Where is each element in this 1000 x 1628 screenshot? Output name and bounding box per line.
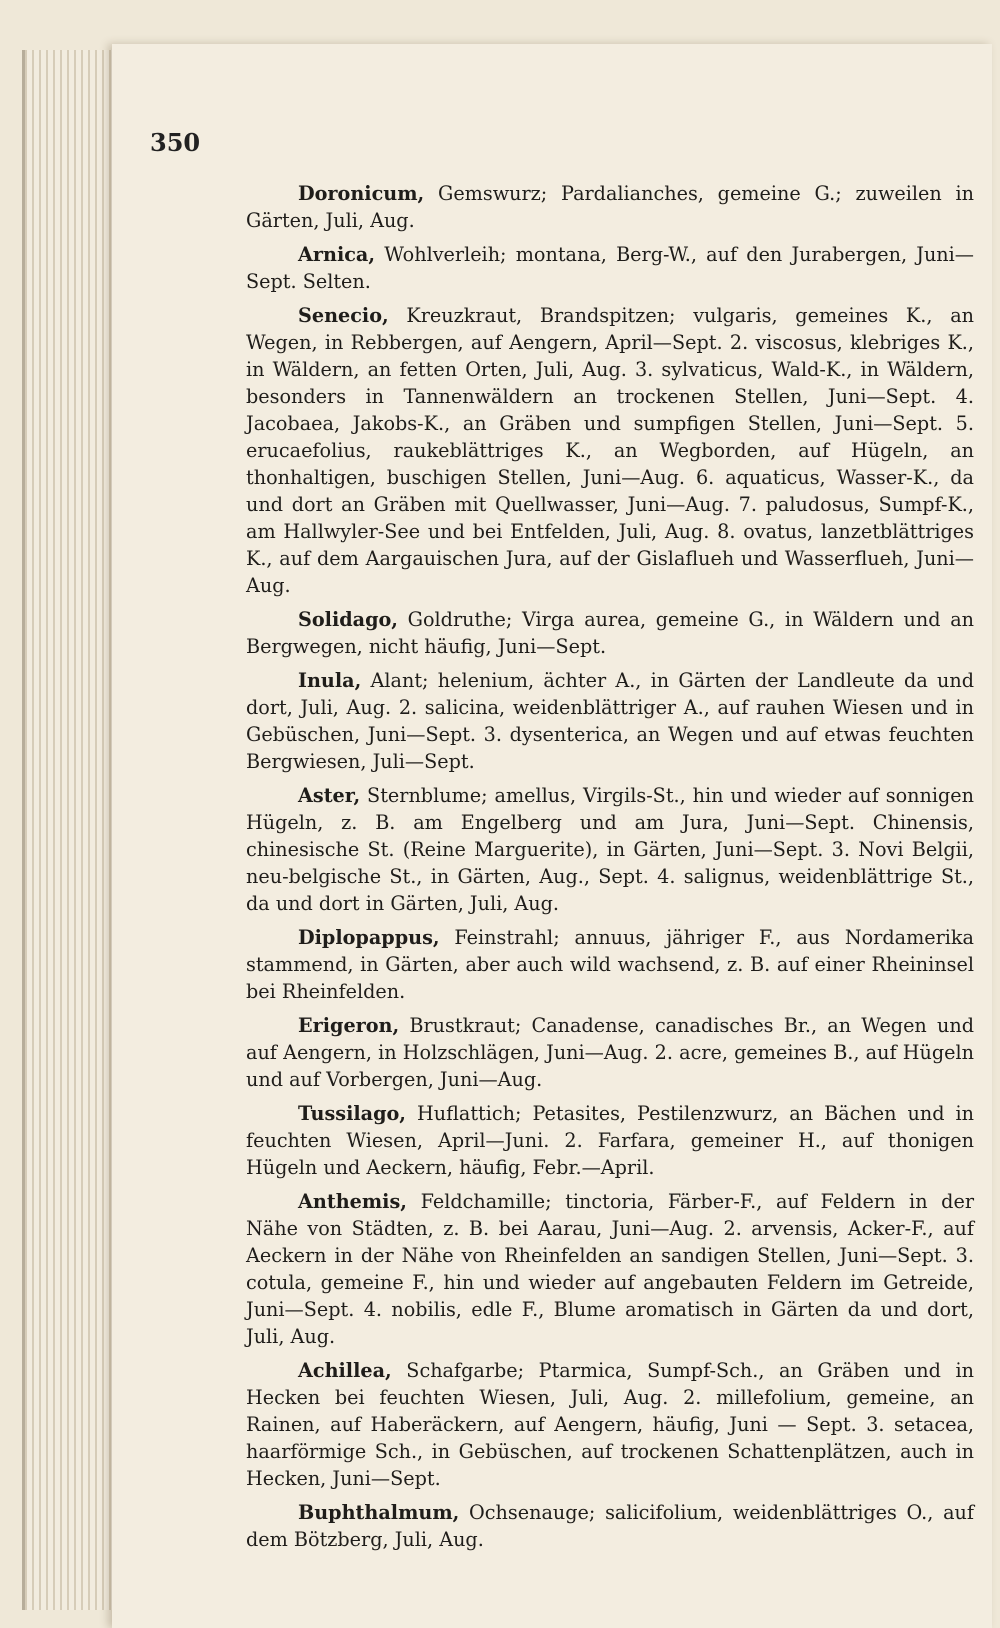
entry-text: Ochsenauge; salicifolium, weidenblättriges O., auf dem Bötzberg, Juli, Aug. [246, 1501, 974, 1551]
entry-tussilago [246, 1100, 974, 1181]
genus-name: Arnica, [298, 243, 376, 266]
entry-text: Alant; helenium, ächter A., in Gärten der Landleute da und dort, Juli, Aug. 2. salicina, weidenblättriger A., auf rauhen Wiesen und in Gebüschen, Juni—Sept. 3. dysenterica, an Wegen und auf etwas feuchten Bergwiesen, Juli—Sept. [246, 669, 974, 773]
entry-inula [246, 667, 974, 775]
entry-solidago [246, 606, 974, 660]
genus-name: Solidago, [298, 608, 398, 631]
genus-name: Senecio, [298, 304, 389, 327]
entry-text: Feldchamille; tinctoria, Färber-F., auf Feldern in der Nähe von Städten, z. B. bei Aarau, Juni—Aug. 2. arvensis, Acker-F., auf Aeckern in der Nähe von Rheinfelden an sandigen Stellen, Juni—Sept. 3. cotula, gemeine F., hin und wieder auf angebauten Feldern im Getreide, Juni—Sept. 4. nobilis, edle F., Blume aromatisch in Gärten da und dort, Juli, Aug. [246, 1190, 974, 1348]
genus-name: Diplopappus, [298, 926, 440, 949]
entry-doronicum [246, 180, 974, 234]
entry-aster [246, 782, 974, 917]
entry-anthemis [246, 1188, 974, 1350]
entry-diplopappus [246, 924, 974, 1005]
entry-text: Huflattich; Petasites, Pestilenzwurz, an Bächen und in feuchten Wiesen, April—Juni. 2. Farfara, gemeiner H., auf thonigen Hügeln und Aeckern, häufig, Febr.—April. [246, 1102, 974, 1179]
genus-name: Aster, [298, 784, 361, 807]
entry-senecio [246, 302, 974, 599]
entry-erigeron [246, 1012, 974, 1093]
genus-name: Doronicum, [298, 182, 425, 205]
genus-name: Inula, [298, 669, 362, 692]
genus-name: Tussilago, [298, 1102, 406, 1125]
entry-achillea [246, 1357, 974, 1492]
entry-text: Sternblume; amellus, Virgils-St., hin und wieder auf sonnigen Hügeln, z. B. am Engelberg und am Jura, Juni—Sept. Chinensis, chinesische St. (Reine Marguerite), in Gärten, Juni—Sept. 3. Novi Belgii, neu-belgische St., in Gärten, Aug., Sept. 4. salignus, weidenblättrige St., da und dort in Gärten, Juli, Aug. [246, 784, 974, 915]
entry-buphthalmum [246, 1499, 974, 1553]
genus-name: Buphthalmum, [298, 1501, 460, 1524]
genus-name: Anthemis, [298, 1190, 407, 1213]
page-number: 350 [150, 128, 201, 157]
entry-text: Gemswurz; Pardalianches, gemeine G.; zuweilen in Gärten, Juli, Aug. [246, 182, 974, 232]
entry-text: Kreuzkraut, Brandspitzen; vulgaris, gemeines K., an Wegen, in Rebbergen, auf Aengern, April—Sept. 2. viscosus, klebriges K., in Wäldern, an fetten Orten, Juli, Aug. 3. sylvaticus, Wald-K., in Wäldern, besonders in Tannenwäldern an trockenen Stellen, Juni—Sept. 4. Jacobaea, Jakobs-K., an Gräben und sumpfigen Stellen, Juni—Sept. 5. erucaefolius, raukeblättriges K., an Wegborden, auf Hügeln, an thonhaltigen, buschigen Stellen, Juni—Aug. 6. aquaticus, Wasser-K., da und dort an Gräben mit Quellwasser, Juni—Aug. 7. paludosus, Sumpf-K., am Hallwyler-See und bei Entfelden, Juli, Aug. 8. ovatus, lanzetblättriges K., auf dem Aargauischen Jura, auf der Gislaflueh und Wasserflueh, Juni—Aug. [246, 304, 974, 597]
entry-text: Wohlverleih; montana, Berg-W., auf den Jurabergen, Juni—Sept. Selten. [246, 243, 974, 293]
genus-name: Achillea, [298, 1359, 392, 1382]
entry-text: Goldruthe; Virga aurea, gemeine G., in Wäldern und an Bergwegen, nicht häufig, Juni—Sept. [246, 608, 974, 658]
text-body [246, 180, 974, 1560]
entry-text: Brustkraut; Canadense, canadisches Br., an Wegen und auf Aengern, in Holzschlägen, Juni—Aug. 2. acre, gemeines B., auf Hügeln und auf Vorbergen, Juni—Aug. [246, 1014, 974, 1091]
entry-text: Schafgarbe; Ptarmica, Sumpf-Sch., an Gräben und in Hecken bei feuchten Wiesen, Juli, Aug. 2. millefolium, gemeine, an Rainen, auf Haberäckern, auf Aengern, häufig, Juni — Sept. 3. setacea, haarförmige Sch., in Gebüschen, auf trockenen Schattenplätzen, auch in Hecken, Juni—Sept. [246, 1359, 974, 1490]
genus-name: Erigeron, [298, 1014, 400, 1037]
entry-arnica [246, 241, 974, 295]
entry-text: Feinstrahl; annuus, jähriger F., aus Nordamerika stammend, in Gärten, aber auch wild wachsend, z. B. auf einer Rheininsel bei Rheinfelden. [246, 926, 974, 1003]
